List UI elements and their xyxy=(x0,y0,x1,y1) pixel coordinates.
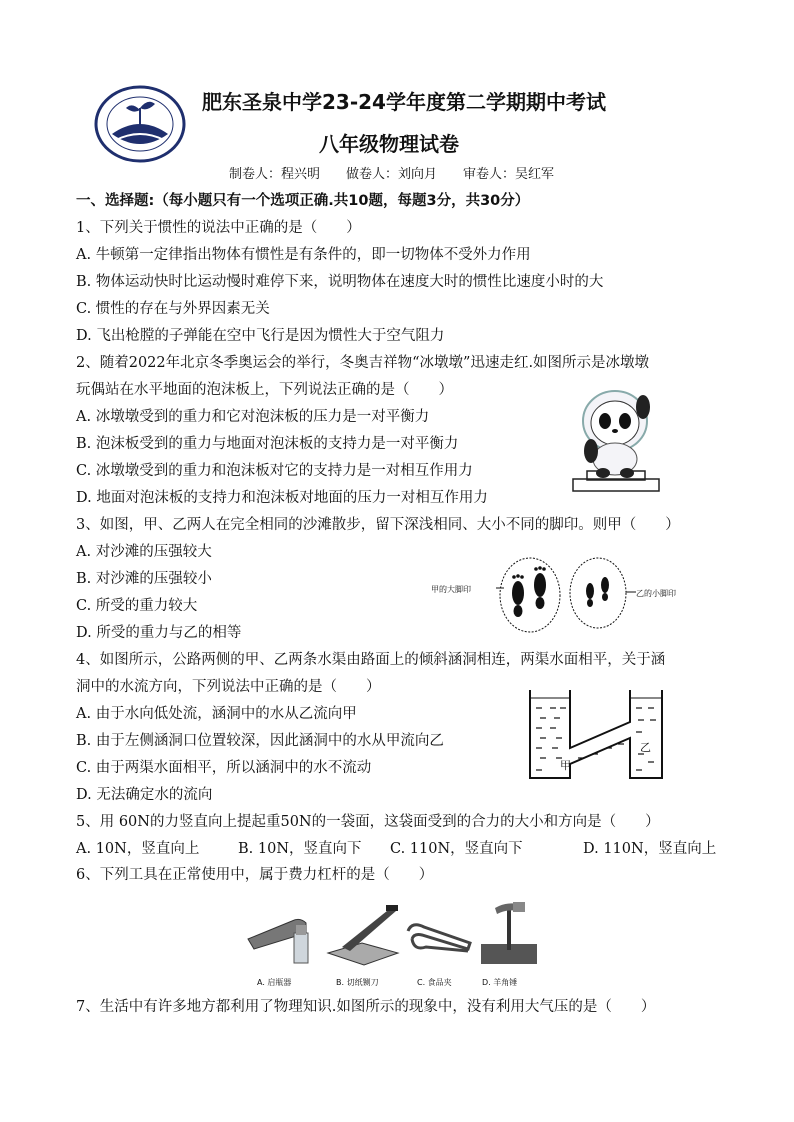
claw-hammer-icon xyxy=(477,900,541,968)
q3-option-a: A. 对沙滩的压强较大 xyxy=(76,544,212,560)
q4-option-c: C. 由于两渠水面相平，所以涵洞中的水不流动 xyxy=(76,760,372,776)
food-tongs-icon xyxy=(404,913,476,963)
small-footprint-label: 乙的小脚印 xyxy=(636,589,676,598)
q5-stem: 5、用 60N的力竖直向上提起重50N的一袋面，这袋面受到的合力的大小和方向是（ ） xyxy=(76,814,660,830)
culvert-label-yi: 乙 xyxy=(640,741,651,754)
q4-option-a: A. 由于水向低处流，涵洞中的水从乙流向甲 xyxy=(76,706,357,722)
footprints-figure xyxy=(468,555,688,635)
q2-option-a: A. 冰墩墩受到的重力和它对泡沫板的压力是一对平衡力 xyxy=(76,409,430,425)
q1-option-a: A. 牛顿第一定律指出物体有惯性是有条件的，即一切物体不受外力作用 xyxy=(76,247,531,263)
q3-option-b: B. 对沙滩的压强较小 xyxy=(76,571,212,587)
q2-option-d: D. 地面对泡沫板的支持力和泡沫板对地面的压力一对相互作用力 xyxy=(76,490,488,506)
q6-stem: 6、下列工具在正常使用中，属于费力杠杆的是（ ） xyxy=(76,867,434,883)
q7-stem: 7、生活中有许多地方都利用了物理知识.如图所示的现象中，没有利用大气压的是（ ） xyxy=(76,999,656,1015)
exam-subtitle: 八年级物理试卷 xyxy=(319,132,459,156)
q2-stem-line2: 玩偶站在水平地面的泡沫板上，下列说法正确的是（ ） xyxy=(76,382,453,398)
paper-cutter-icon xyxy=(322,903,402,967)
q3-option-c: C. 所受的重力较大 xyxy=(76,598,198,614)
bottle-opener-icon xyxy=(244,905,316,967)
credits: 制卷人：程兴明 做卷人：刘向月 审卷人：吴红军 xyxy=(229,167,555,182)
tool-label-c: C. 食品夹 xyxy=(417,978,452,987)
q5-option-d: D. 110N，竖直向上 xyxy=(583,841,717,857)
q4-option-b: B. 由于左侧涵洞口位置较深，因此涵洞中的水从甲流向乙 xyxy=(76,733,444,749)
q1-stem: 1、下列关于惯性的说法中正确的是（ ） xyxy=(76,220,361,236)
q5-option-a: A. 10N，竖直向上 xyxy=(76,841,200,857)
q3-option-d: D. 所受的重力与乙的相等 xyxy=(76,625,242,641)
tool-label-a: A. 启瓶器 xyxy=(257,978,292,987)
q1-option-b: B. 物体运动快时比运动慢时难停下来，说明物体在速度大时的惯性比速度小时的大 xyxy=(76,274,604,290)
q1-option-c: C. 惯性的存在与外界因素无关 xyxy=(76,301,270,317)
bing-dwen-dwen-figure xyxy=(565,383,665,495)
tool-label-b: B. 切纸铡刀 xyxy=(336,978,379,987)
school-logo-icon xyxy=(92,84,188,164)
big-footprint-label: 甲的大脚印 xyxy=(431,585,471,594)
q4-option-d: D. 无法确定水的流向 xyxy=(76,787,213,803)
culvert-figure xyxy=(526,686,666,786)
culvert-label-jia: 甲 xyxy=(560,759,571,772)
q5-option-c: C. 110N，竖直向下 xyxy=(390,841,523,857)
q2-stem-line1: 2、随着2022年北京冬季奥运会的举行，冬奥吉祥物“冰墩墩”迅速走红.如图所示是冰墩墩 xyxy=(76,355,650,371)
q2-option-b: B. 泡沫板受到的重力与地面对泡沫板的支持力是一对平衡力 xyxy=(76,436,459,452)
q2-option-c: C. 冰墩墩受到的重力和泡沫板对它的支持力是一对相互作用力 xyxy=(76,463,473,479)
section-heading: 一、选择题:（每小题只有一个选项正确.共10题，每题3分，共30分） xyxy=(76,193,530,209)
tool-label-d: D. 羊角锤 xyxy=(482,978,518,987)
q1-option-d: D. 飞出枪膛的子弹能在空中飞行是因为惯性大于空气阻力 xyxy=(76,328,445,344)
q4-stem-line2: 洞中的水流方向，下列说法中正确的是（ ） xyxy=(76,679,381,695)
q3-stem: 3、如图，甲、乙两人在完全相同的沙滩散步，留下深浅相同、大小不同的脚印。则甲（ ） xyxy=(76,517,680,533)
q5-option-b: B. 10N，竖直向下 xyxy=(238,841,362,857)
q4-stem-line1: 4、如图所示，公路两侧的甲、乙两条水渠由路面上的倾斜涵洞相连，两渠水面相平，关于涵 xyxy=(76,652,666,668)
exam-title: 肥东圣泉中学23-24学年度第二学期期中考试 xyxy=(202,90,606,114)
